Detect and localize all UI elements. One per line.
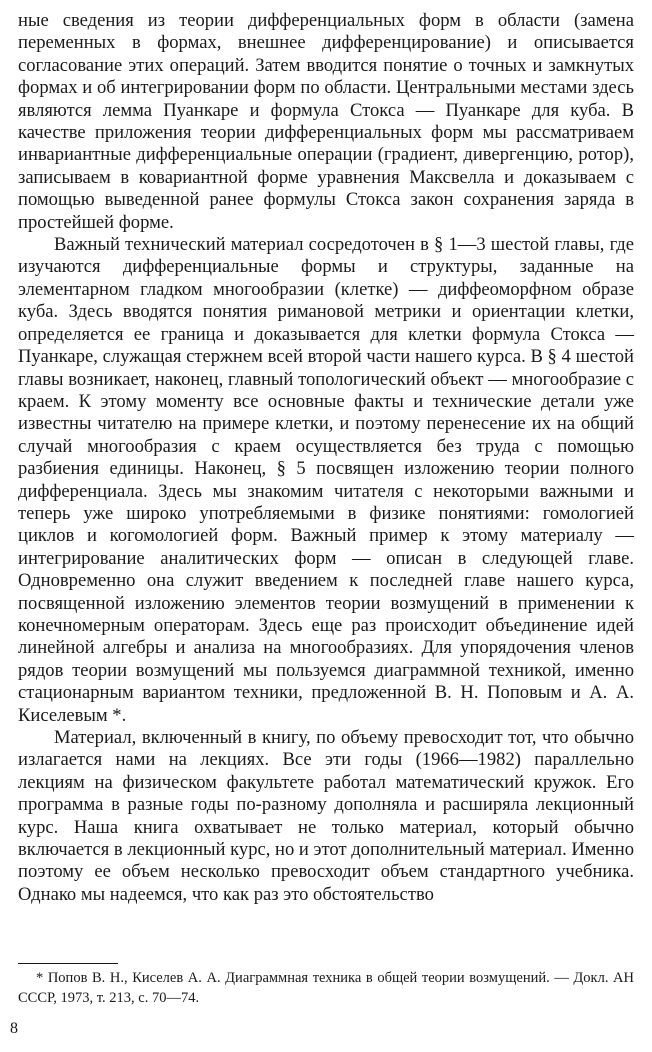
footnote-text: * Попов В. Н., Киселев А. А. Диаграммная техника в общей теории возмущений. — Докл. АН СССР, 1973, т. 213, с. 70—74. xyxy=(18,970,634,1006)
paragraph: Важный технический материал сосредоточен в § 1—3 шестой главы, где изучаются дифференциальные формы и структуры, заданные на элементарном гладком многообразии (клетке) — диффеоморфном образе куба. Здесь вводятся понятия римановой метрики и ориентации клетки, определяется ее граница и доказывается для клетки формула Стокса — Пуанкаре, служащая стержнем всей второй части нашего курса. В § 4 шестой главы возникает, наконец, главный топологический объект — многообразие с краем. К этому моменту все основные факты и технические детали уже известны читателю на примере клетки, и поэтому перенесение их на общий случай многообразия с краем осуществляется без труда с помощью разбиения единицы. Наконец, § 5 посвящен изложению теории полного дифференциала. Здесь мы знакомим читателя с некоторыми важными и теперь уже широко употребляемыми в физике понятиями: гомологией циклов и когомологией форм. Важный пример к этому материалу — интегрирование аналитических форм — описан в следующей главе. Одновременно она служит введением к последней главе нашего курса, посвященной изложению элементов теории возмущений в применении к конечномерным операторам. Здесь еще раз происходит объединение идей линейной алгебры и анализа на многообразиях. Для упорядочения членов рядов теории возмущений мы пользуемся диаграммной техникой, именно стационарным вариантом техники, предложенной В. Н. Поповым и А. А. Киселевым *. xyxy=(18,234,634,726)
footnote-separator xyxy=(18,963,118,964)
page-number: 8 xyxy=(10,1020,18,1037)
paragraph: Материал, включенный в книгу, по объему превосходит тот, что обычно излагается нами на лекциях. Все эти годы (1966—1982) параллельно лекциям на физическом факультете работал математический кружок. Его программа в разные годы по-разному дополняла и расширяла лекционный курс. Наша книга охватывает не только материал, который обычно включается в лекционный курс, но и этот дополнительный материал. Именно поэтому ее объем несколько превосходит объем стандартного учебника. Однако мы надеемся, что как раз это обстоятельство xyxy=(18,727,635,905)
footnote xyxy=(18,968,634,1008)
paragraph: ные сведения из теории дифференциальных форм в области (замена переменных в формах, внешнее дифференцирование) и описывается согласование этих операций. Затем вводится понятие о точных и замкнутых формах и об интегрировании форм по области. Центральными местами здесь являются лемма Пуанкаре и формула Стокса — Пуанкаре для куба. В качестве приложения теории дифференциальных форм мы рассматриваем инвариантные дифференциальные операции (градиент, дивергенцию, ротор), записываем в ковариантной форме уравнения Максвелла и доказываем с помощью выведенной ранее формулы Стокса закон сохранения заряда в простейшей форме. xyxy=(18,10,634,233)
main-text xyxy=(18,10,634,906)
